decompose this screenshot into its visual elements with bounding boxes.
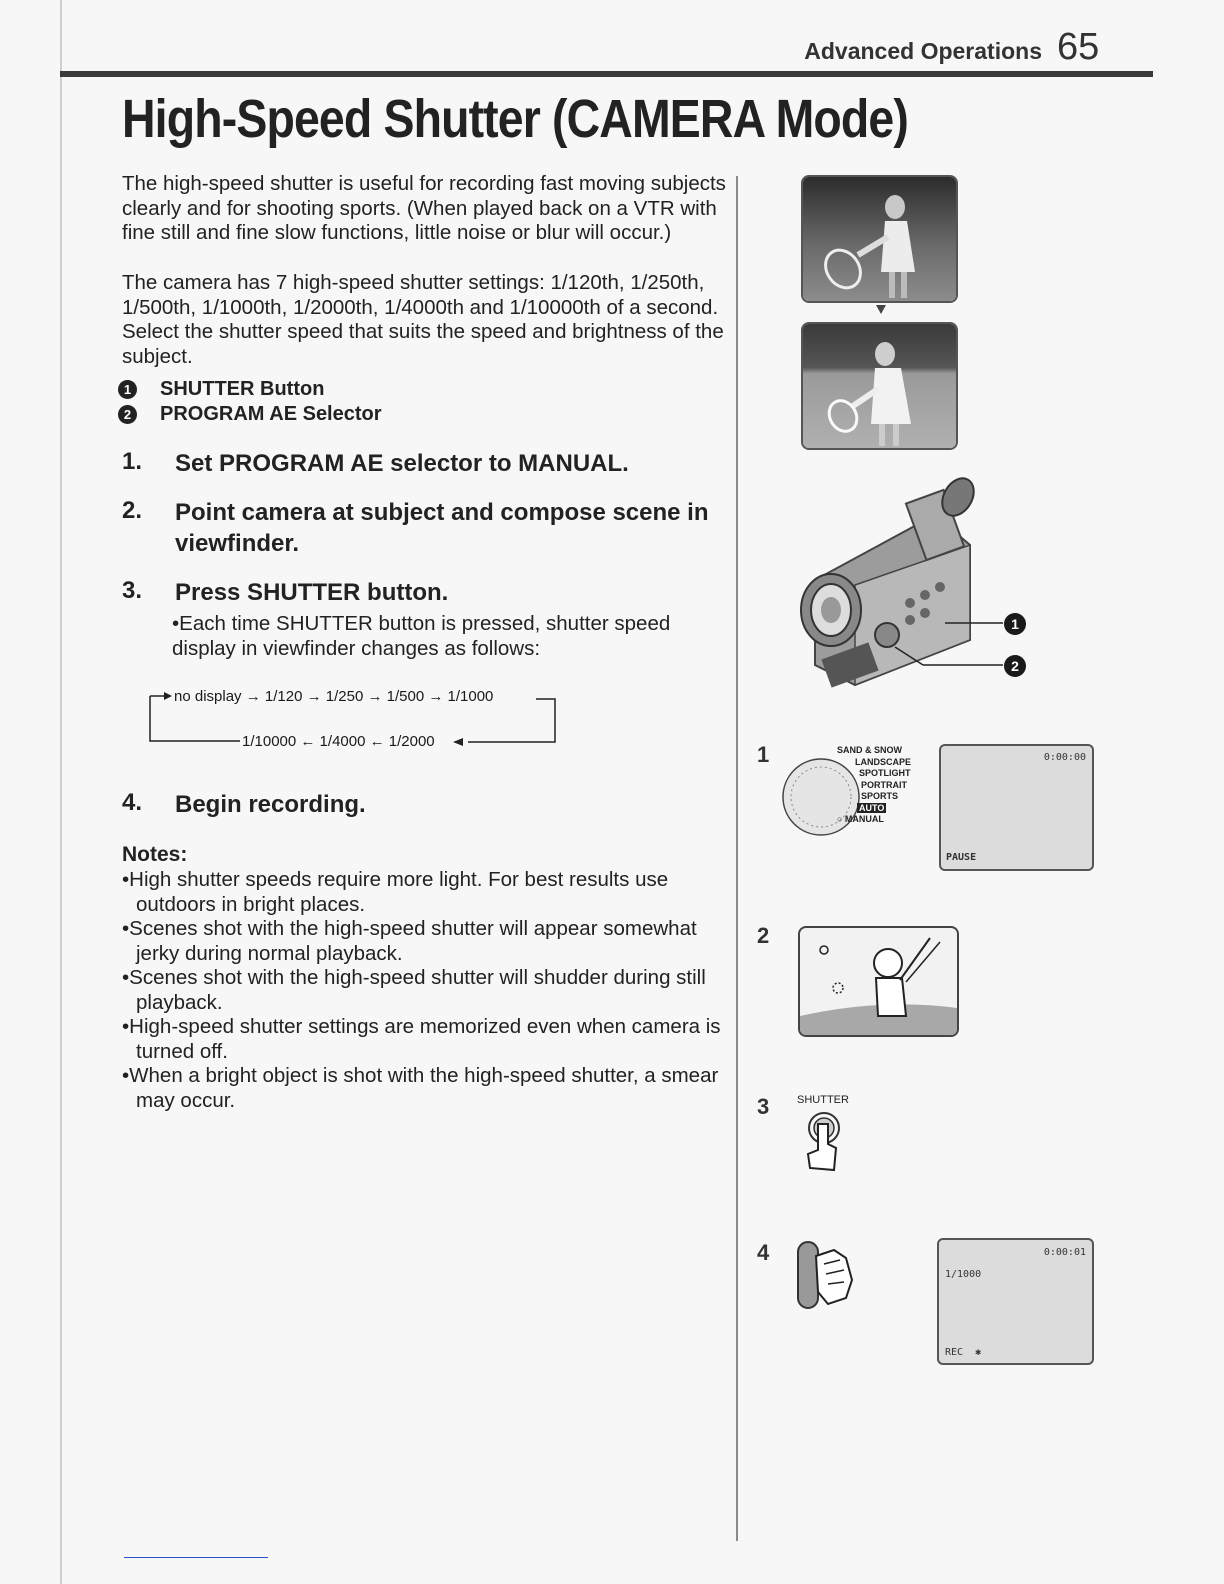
figure-step-3: 3 — [757, 1094, 770, 1119]
arrow-right-icon — [164, 692, 172, 700]
step-number: 1. — [122, 448, 143, 475]
rec-label: REC — [945, 1347, 964, 1358]
finger-press-shutter-icon — [800, 1110, 846, 1174]
step-3 — [122, 577, 715, 608]
dial-label-auto: AUTO — [859, 802, 885, 813]
legend-label: SHUTTER Button — [160, 378, 325, 400]
legend-item-program-ae — [118, 403, 382, 426]
status-display: PAUSE — [946, 852, 977, 863]
step-number: 3. — [122, 577, 143, 604]
notes-heading: Notes: — [122, 843, 188, 866]
step-text: Press SHUTTER button. — [175, 579, 449, 606]
intro-paragraph-1: The high-speed shutter is useful for recording fast moving subjects clearly and for shooting sports. (When played back on a VTR with fine still and fine slow functions, little noise or blur will occur.) — [122, 172, 726, 244]
status-display — [945, 1347, 981, 1358]
callout-1: 1 — [1004, 613, 1026, 635]
header-rule — [60, 71, 1153, 77]
cycle-bottom-row: 1/10000 ← 1/4000 ← 1/2000 — [242, 733, 435, 750]
step-text: Begin recording. — [175, 791, 366, 818]
tennis-photo-before — [801, 175, 958, 303]
time-display: 0:00:01 — [1043, 1247, 1086, 1258]
shutter-speed-cycle-diagram — [148, 684, 568, 750]
note-item: •When a bright object is shot with the high-speed shutter, a smear may occur. — [122, 1064, 719, 1112]
page-title: High-Speed Shutter (CAMERA Mode) — [122, 89, 908, 149]
intro-paragraph-2: The camera has 7 high-speed shutter settings: 1/120th, 1/250th, 1/500th, 1/1000th, 1/2000th, 1/4000th and 1/10000th of a second. Select the shutter speed that suits the speed and brightness of the subject. — [122, 271, 724, 368]
dial-labels — [837, 745, 911, 826]
step-1 — [122, 448, 715, 479]
viewfinder-screen-1 — [939, 744, 1094, 871]
callout-2: 2 — [1004, 655, 1026, 677]
dial-label: PORTRAIT — [861, 779, 907, 790]
note-item: •High shutter speeds require more light. For best results use outdoors in bright places. — [122, 868, 669, 916]
cycle-top-row: no display → 1/120 → 1/250 → 1/500 → 1/1000 — [174, 688, 494, 705]
arrow-left-icon — [453, 738, 463, 746]
column-divider — [736, 176, 738, 1541]
bottom-rule — [124, 1557, 268, 1558]
note-item: •Scenes shot with the high-speed shutter will shudder during still playback. — [122, 966, 706, 1014]
arrow-down-icon — [876, 305, 886, 314]
rec-star-icon: ✱ — [975, 1347, 982, 1358]
step-number: 2. — [122, 497, 143, 524]
step-text: Point camera at subject and compose scene in viewfinder. — [175, 499, 709, 557]
figure-step-4: 4 — [757, 1240, 770, 1265]
camcorder-illustration — [795, 475, 1035, 697]
dial-label: SPOTLIGHT — [859, 768, 911, 778]
dial-label: ○ MANUAL — [837, 814, 884, 824]
record-button-press-icon — [794, 1236, 862, 1312]
callout-number-icon: 2 — [118, 405, 137, 424]
step-number: 4. — [122, 789, 143, 816]
step-4 — [122, 789, 715, 820]
callout-number-icon: 1 — [118, 380, 137, 399]
section-title: Advanced Operations — [804, 38, 1042, 64]
step-3-bullet: •Each time SHUTTER button is pressed, shutter speed display in viewfinder changes as follows: — [172, 612, 671, 660]
dial-label: SAND & SNOW — [837, 745, 902, 755]
legend-item-shutter — [118, 378, 324, 401]
note-item: •Scenes shot with the high-speed shutter will appear somewhat jerky during normal playback. — [122, 917, 697, 965]
shutter-speed-display: 1/1000 — [945, 1269, 982, 1280]
dial-label: LANDSCAPE — [855, 756, 912, 767]
golfer-illustration — [798, 926, 959, 1037]
tennis-photo-after — [801, 322, 958, 450]
shutter-label: SHUTTER — [797, 1094, 849, 1106]
note-item: •High-speed shutter settings are memorized even when camera is turned off. — [122, 1015, 721, 1063]
page-number: 65 — [1057, 26, 1100, 68]
step-2 — [122, 497, 715, 559]
legend-label: PROGRAM AE Selector — [160, 403, 382, 425]
time-display: 0:00:00 — [1043, 752, 1086, 763]
page-edge — [60, 0, 62, 1584]
figure-step-2: 2 — [757, 923, 770, 948]
figure-step-1: 1 — [757, 742, 770, 767]
dial-label: SPORTS — [861, 791, 899, 801]
step-text: Set PROGRAM AE selector to MANUAL. — [175, 450, 629, 477]
viewfinder-screen-4 — [937, 1238, 1094, 1365]
